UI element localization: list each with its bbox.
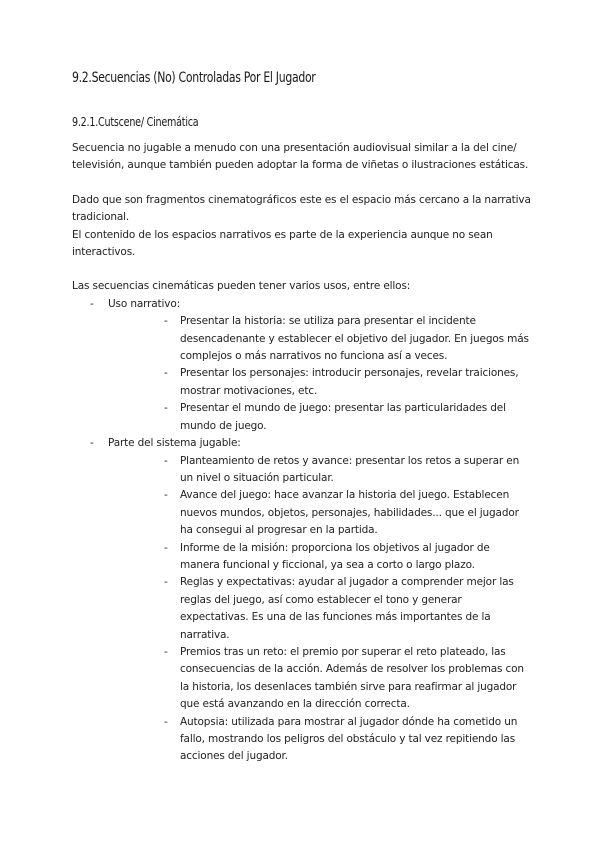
use-narrative	[72, 296, 542, 435]
bullet-dash: -	[164, 576, 168, 589]
list-item: - Presentar la historia: se utiliza para presentar el incidente desencadenante y establecer el objetivo del jugador. En juegos más complejos o más narrativos no funciona así a veces.	[164, 315, 529, 363]
use-label: Uso narrativo:	[108, 297, 180, 310]
bullet-dash: -	[164, 489, 168, 502]
bullet-dash: -	[164, 715, 168, 728]
bullet-dash: -	[164, 645, 168, 658]
paragraph-uses-intro: Las secuencias cinemáticas pueden tener varios usos, entre ellos:	[72, 280, 411, 293]
paragraph-cinematic: Dado que son fragmentos cinematográficos este es el espacio más cercano a la narrativa tradicional.	[72, 193, 531, 224]
list-item: - Informe de la misión: proporciona los objetivos al jugador de manera funcional y ficcional, ya sea a corto o largo plazo.	[164, 541, 490, 571]
bullet-dash: -	[164, 315, 168, 328]
use-label: Parte del sistema jugable:	[108, 437, 241, 450]
list-item: - Premios tras un reto: el premio por superar el reto plateado, las consecuencias de la acción. Además de resolver los problemas con la historia, los desenlaces también sirve para reafirmar al jugador que está avanzando en la dirección correcta.	[164, 645, 524, 711]
bullet-dash: -	[164, 402, 168, 415]
list-item: - Avance del juego: hace avanzar la historia del juego. Establecen nuevos mundos, objetos, personajes, habilidades... que el jugador ha consegui al progresar en la partida.	[164, 489, 519, 537]
paragraph-definition: Secuencia no jugable a menudo con una presentación audiovisual similar a la del cine/ televisión, aunque también pueden adoptar la forma de viñetas o ilustraciones estáticas.	[72, 142, 529, 172]
list-item: - Presentar los personajes: introducir personajes, revelar traiciones, mostrar motivaciones, etc.	[164, 367, 519, 397]
bullet-dash: -	[90, 297, 94, 310]
document-body	[72, 140, 542, 766]
section-heading: 9.2.Secuencias (No) Controladas Por El Jugador	[72, 70, 316, 86]
use-gameplay-system	[72, 435, 542, 766]
list-item: - Autopsia: utilizada para mostrar al jugador dónde ha cometido un fallo, mostrando los peligros del obstáculo y tal vez repitiendo las acciones del jugador.	[164, 715, 518, 763]
subsection-heading: 9.2.1.Cutscene/ Cinemática	[72, 115, 199, 129]
uses-list	[72, 296, 542, 766]
narrative-items	[108, 313, 542, 435]
list-item: - Reglas y expectativas: ayudar al jugador a comprender mejor las reglas del juego, así como establecer el tono y generar expectativas. Es una de las funciones más importantes de la narrativa.	[164, 576, 514, 641]
bullet-dash: -	[164, 367, 168, 380]
list-item: - Planteamiento de retos y avance: presentar los retos a superar en un nivel o situación particular.	[164, 454, 520, 484]
gameplay-items	[108, 453, 542, 766]
paragraph-content: El contenido de los espacios narrativos es parte de la experiencia aunque no sean interactivos.	[72, 228, 493, 259]
list-item: - Presentar el mundo de juego: presentar las particularidades del mundo de juego.	[164, 402, 506, 432]
bullet-dash: -	[90, 437, 94, 450]
bullet-dash: -	[164, 454, 168, 467]
bullet-dash: -	[164, 541, 168, 554]
